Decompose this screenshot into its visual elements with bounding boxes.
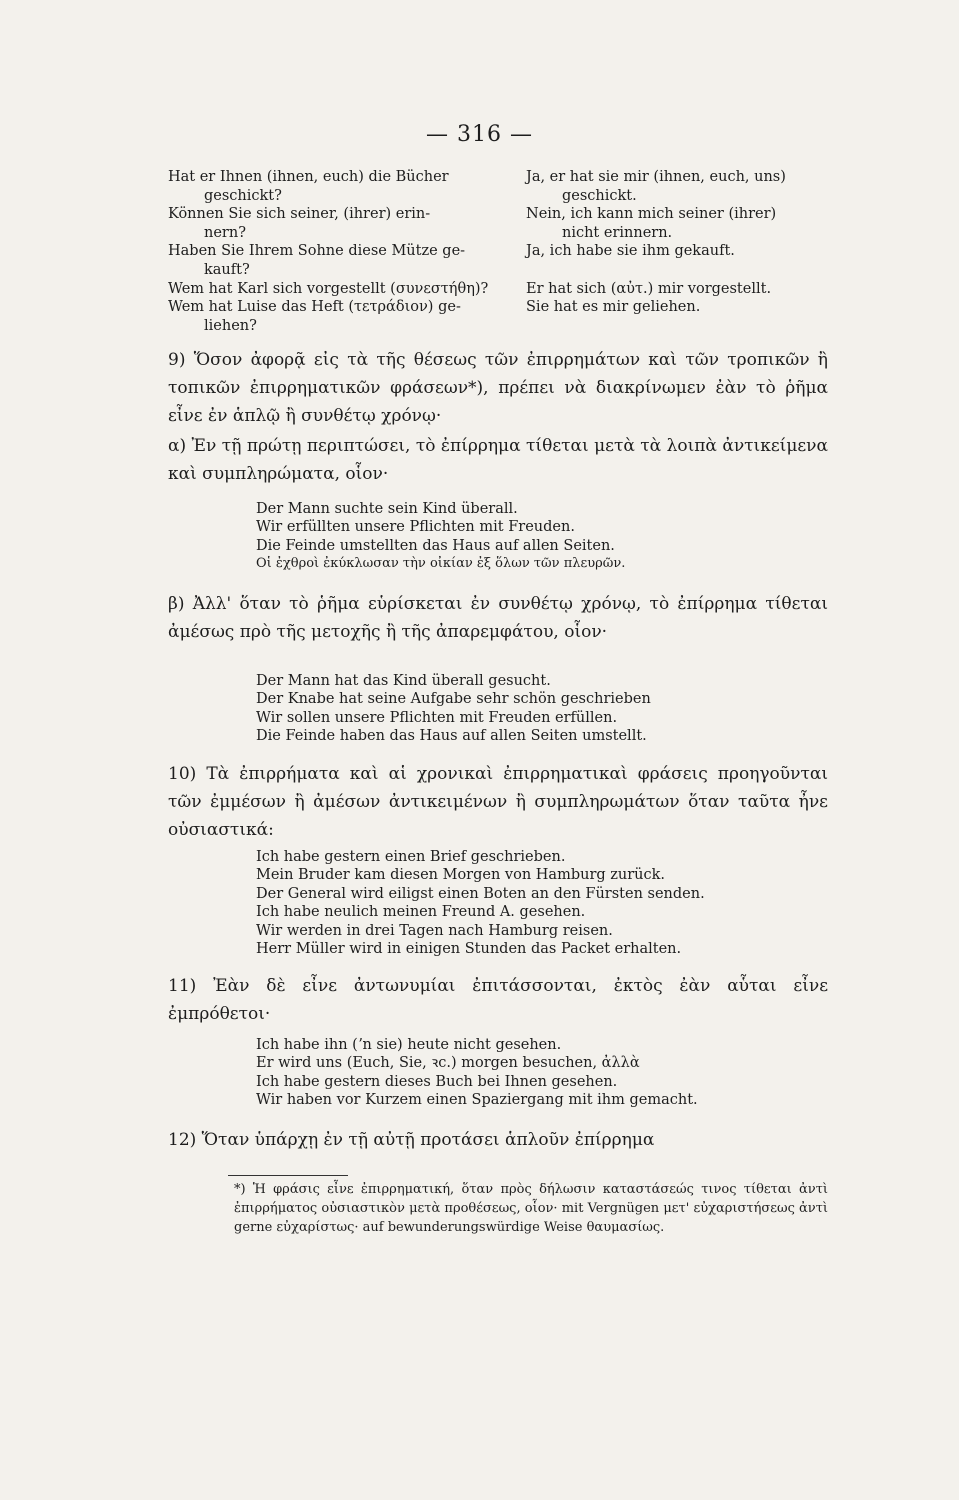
question-line: liehen? [204, 317, 257, 334]
example-line: Wir haben vor Kurzem einen Spaziergang mit ihm gemacht. [256, 1092, 698, 1109]
answer-line: Nein, ich kann mich seiner (ihrer) [526, 206, 777, 223]
section-9-intro: 9) Ὅσον ἀφορᾷ εἰς τὰ τῆς θέσεως τῶν ἐπιρρημάτων καὶ τῶν τροπικῶν ἢ τοπικῶν ἐπιρρηματικῶν φράσεων*), πρέπει νὰ διακρίνωμεν ἐὰν τὸ ῥῆμα εἶνε ἐν ἁπλῷ ἢ συνθέτῳ χρόνῳ· [168, 350, 828, 426]
example-line: Ich habe ihn (ʼn sie) heute nicht gesehen. [256, 1037, 562, 1053]
qa-pair [168, 242, 828, 279]
example-line: Wir sollen unsere Pflichten mit Freuden erfüllen. [256, 709, 618, 726]
examples-9a [168, 500, 916, 574]
question-line: Haben Sie Ihrem Sohne diese Mütze ge- [168, 243, 466, 260]
footnote-rule [228, 1175, 348, 1176]
examples-11 [168, 1036, 916, 1110]
question-line: nern? [204, 224, 246, 241]
example-line: Die Feinde umstellten das Haus auf allen Seiten. [256, 537, 615, 554]
answer-line: nicht erinnern. [562, 224, 673, 241]
question-line: Wem hat Luise das Heft (τετράδιον) ge- [168, 299, 461, 316]
example-line: Der General wird eiligst einen Boten an den Fürsten senden. [256, 885, 705, 902]
example-line: Der Mann suchte sein Kind überall. [256, 501, 518, 517]
section-11: 11) Ἐὰν δὲ εἶνε ἀντωνυμίαι ἐπιτάσσονται, ἐκτὸς ἐὰν αὗται εἶνε ἐμπρόθετοι· [168, 976, 828, 1024]
section-9a: α) Ἐν τῇ πρώτῃ περιπτώσει, τὸ ἐπίρρημα τίθεται μετὰ τὰ λοιπὰ ἀντικείμενα καὶ συμπληρώματα, οἷον· [168, 436, 828, 484]
example-line: Herr Müller wird in einigen Stunden das Packet erhalten. [256, 941, 682, 958]
answer-line: Ja, er hat sie mir (ihnen, euch, uns) [526, 169, 786, 185]
answer-line: Er hat sich (αὐτ.) mir vorgestellt. [526, 280, 772, 297]
question-line: Wem hat Karl sich vorgestellt (συνεστήθη)? [168, 280, 489, 297]
qa-pair [168, 168, 828, 205]
example-line: Er wird uns (Euch, Sie, ꝛc.) morgen besuchen, ἀλλὰ [256, 1055, 640, 1072]
answer-line: Sie hat es mir geliehen. [526, 299, 701, 316]
footnote: *) Ἡ φράσις εἶνε ἐπιρρηματική, ὅταν πρὸς δήλωσιν καταστάσεώς τινος τίθεται ἀντὶ ἐπιρρήματος οὐσιαστικὸν μετὰ προθέσεως, οἷον· mit Vergnügen μετ' εὐχαριστήσεως ἀντὶ gerne εὐχαρίστως· auf bewunderungswürdige Weise θαυμασίως. [234, 1182, 828, 1235]
qa-pair [168, 298, 828, 335]
example-line: Ich habe gestern dieses Buch bei Ihnen gesehen. [256, 1073, 618, 1090]
example-line: Mein Bruder kam diesen Morgen von Hamburg zurück. [256, 867, 666, 884]
qa-pair [168, 205, 828, 242]
example-line: Wir werden in drei Tagen nach Hamburg reisen. [256, 922, 613, 939]
question-line: geschickt? [204, 187, 282, 204]
example-line: Οἱ ἐχθροὶ ἐκύκλωσαν τὴν οἰκίαν ἐξ ὅλων τῶν πλευρῶν. [256, 556, 626, 572]
example-line: Ich habe neulich meinen Freund A. gesehen. [256, 904, 586, 921]
question-line: kauft? [204, 261, 250, 278]
page-number: — 316 — [426, 122, 533, 147]
example-line: Die Feinde haben das Haus auf allen Seiten umstellt. [256, 728, 647, 745]
example-line: Ich habe gestern einen Brief geschrieben. [256, 849, 566, 865]
example-line: Wir erfüllten unsere Pflichten mit Freuden. [256, 519, 575, 536]
section-9b: β) Ἀλλ' ὅταν τὸ ῥῆμα εὑρίσκεται ἐν συνθέτῳ χρόνῳ, τὸ ἐπίρρημα τίθεται ἀμέσως πρὸ τῆς μετοχῆς ἢ τῆς ἀπαρεμφάτου, οἷον· [168, 594, 828, 642]
question-line: Hat er Ihnen (ihnen, euch) die Bücher [168, 169, 449, 185]
answer-line: Ja, ich habe sie ihm gekauft. [526, 243, 735, 260]
example-line: Der Mann hat das Kind überall gesucht. [256, 673, 551, 689]
example-line: Der Knabe hat seine Aufgabe sehr schön geschrieben [256, 691, 651, 708]
examples-9b [168, 672, 916, 746]
dialogue-pairs [168, 168, 828, 335]
examples-10 [168, 848, 916, 958]
qa-pair [168, 280, 828, 299]
question-line: Können Sie sich seiner, (ihrer) erin- [168, 206, 431, 223]
section-10: 10) Τὰ ἐπιρρήματα καὶ αἱ χρονικαὶ ἐπιρρηματικαὶ φράσεις προηγοῦνται τῶν ἐμμέσων ἢ ἀμέσων ἀντικειμένων ἢ συμπληρωμάτων ὅταν ταῦτα ἦνε οὐσιαστικά: [168, 764, 828, 840]
answer-line: geschickt. [562, 187, 637, 204]
section-12: 12) Ὅταν ὑπάρχῃ ἐν τῇ αὐτῇ προτάσει ἁπλοῦν ἐπίρρημα [168, 1130, 655, 1150]
